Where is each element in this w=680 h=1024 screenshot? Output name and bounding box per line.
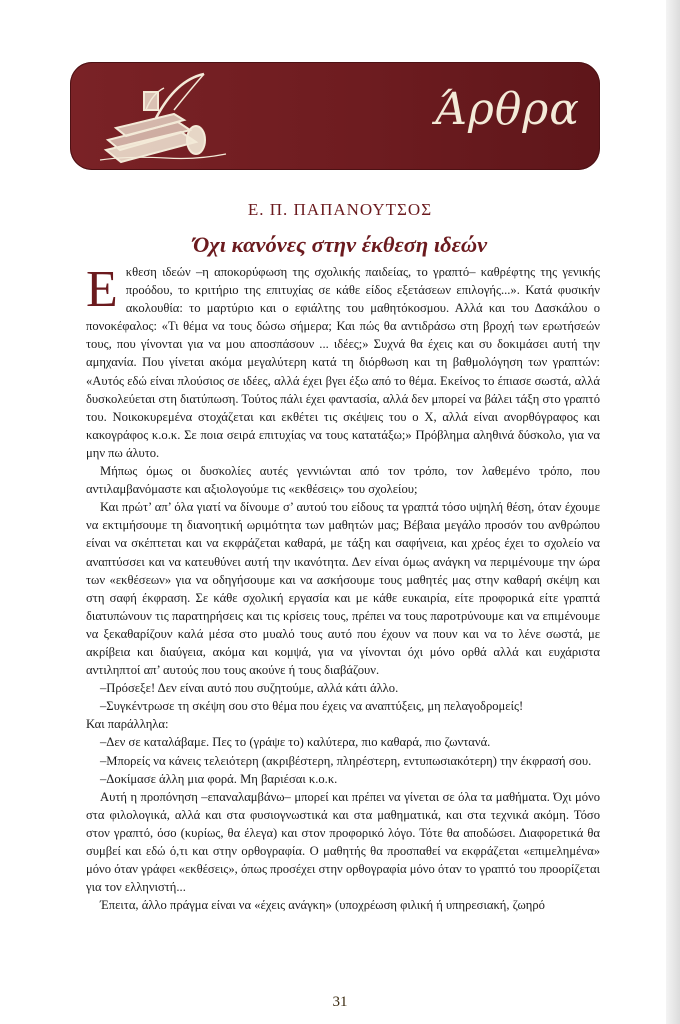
paragraph-1-text: κθεση ιδεών –η αποκορύφωση της σχολικής παιδείας, το γραπτό– καθρέφτης της γενικής προόδου, το κριτήριο της επιτυχίας σε κάθε είδος εξετάσεων επιλογής...». Κατά φυσικήν ακολουθία: το μαρτύριο και ο εφιάλτης του μαθητόκοσμου. Αλλά και του Δασκάλου ο πονοκέφαλος: «Τι θέμα να τους δώσω σήμερα; Και πώς θα αντιδράσω στη βροχή των ερωτήσεών τους, που γίνονται για να μου αποσπάσουν ... ιδέες;» Συχνά θα έχεις και συ δοκιμάσει αυτή την αμηχανία. Που γίνεται ακόμα μεγαλύτερη κατά τη διόρθωση και τη βαθμολόγηση των γραπτών: «Αυτός εδώ είναι πλούσιος σε ιδέες, αλλά έχει βγει έξω από το θέμα. Εκείνος το έπιασε σωστά, αλλά δυσκολεύεται στη διατύπωση. Τούτος πάλι έχει φαντασία, αλλά δεν μπορεί να βάλει τάξη στο γραπτό του. Νοικοκυρεμένα στοχάζεται και εκθέτει τις σκέψεις του ο Χ, αλλά είναι ανορθόγραφος και κακογράφος κ.ο.κ. Σε ποια σειρά επιτυχίας να τους κατατάξω;» Πρόβλημα αληθινά δύσκολο, για να μην πω άλυτο.	[86, 265, 600, 460]
dialogue-line-3: –Δεν σε καταλάβαμε. Πες το (γράψε το) καλύτερα, πιο καθαρά, πιο ζωντανά.	[100, 735, 491, 750]
dialogue-line-4: –Μπορείς να κάνεις τελειότερη (ακριβέστερη, πληρέστερη, εντυπωσιακότερη) την έκφρασή σου.	[100, 753, 592, 768]
dialogue-line-1: –Πρόσεξε! Δεν είναι αυτό που συζητούμε, αλλά κάτι άλλο.	[100, 681, 399, 696]
paragraph-3: Και πρώτ’ απ’ όλα γιατί να δίνουμε σ’ αυτού του είδους τα γραπτά τόσο υψηλή θέση, όταν έχουμε να εκτιμήσουμε τη διανοητική ωριμότητα των μαθητών μας; Βέβαια μεγάλο προσόν του ανθρώπου είναι να σκέπτεται και να εκφράζεται καθαρά, με τάξη και σαφήνεια, και χρέος έχει το σχολείο να αναπτύσσει και να κατευθύνει αυτή την ικανότητα. Δεν είναι όμως ανάγκη να περιμένουμε την ώρα των «εκθέσεων» για να οδηγήσουμε και να ασκήσουμε τους μαθητές μας στην καθαρή σκέψη και στη σαφή έκφραση. Σε κάθε σχολική εργασία και με κάθε ευκαιρία, είτε προφορικά είτε γραπτά διατυπώνουν τις παρατηρήσεις και τις κρίσεις τους, πρέπει να τους παροτρύνουμε και να επιμένουμε να ξεκαθαρίζουν καλά μέσα στο μυαλό τους αυτό που έχουν να πουν και να το λένε σωστά, με ακρίβεια και διαύγεια, ακόμα και κομψά, για να γίνονται όχι μόνο ορθά αλλά και ευχάριστα αντιληπτοί απ’ αυτούς που τους ακούνε ή τους διαβάζουν.	[86, 500, 600, 678]
article-title: Όχι κανόνες στην έκθεση ιδεών	[192, 232, 488, 257]
dialogue-intro: Και παράλληλα:	[86, 717, 169, 732]
page-edge-shadow	[666, 0, 680, 1024]
paragraph-5: Έπειτα, άλλο πράγμα είναι να «έχεις ανάγκη» (υποχρέωση φιλική ή υπηρεσιακή, ζωηρό	[100, 898, 545, 913]
dialogue-line-2: –Συγκέντρωσε τη σκέψη σου στο θέμα που έχεις να αναπτύξεις, μη πελαγοδρομείς!	[100, 699, 524, 714]
article-author: Ε. Π. ΠΑΠΑΝΟΥΤΣΟΣ	[247, 200, 433, 219]
section-title: Άρθρα	[435, 84, 580, 135]
dropcap-letter: Ε	[86, 261, 118, 318]
books-quill-illustration-icon	[86, 70, 246, 170]
page-number: 31	[332, 994, 348, 1010]
dialogue-line-5: –Δοκίμασε άλλη μια φορά. Μη βαριέσαι κ.ο.κ.	[100, 771, 338, 786]
paragraph-2: Μήπως όμως οι δυσκολίες αυτές γεννιώνται από τον τρόπο, τον λαθεμένο τρόπο, που αντιλαμβανόμαστε και αξιολογούμε τις «εκθέσεις» του σχολείου;	[86, 464, 600, 497]
paragraph-1	[86, 263, 600, 462]
article-body	[86, 263, 600, 914]
paragraph-4: Αυτή η προπόνηση –επαναλαμβάνω– μπορεί και πρέπει να γίνεται σε όλα τα μαθήματα. Όχι μόνο στα φιλολογικά, αλλά και στα φυσιογνωστικά και στα μαθηματικά, και στα τεχνικά ακόμη. Τόσο στον γραπτό, όσο (κυρίως, θα έλεγα) και στον προφορικό λόγο. Τότε θα αποδώσει. Διαφορετικά θα συμβεί και εδώ ό,τι και στην ορθογραφία. Ο μαθητής θα προσπαθεί να εκφράζεται «επιμελημένα» μόνο όταν γράφει «εκθέσεις», όπως προσέχει στην ορθογραφία μόνο όταν το γραπτό του προορίζεται για τον ελληνιστή...	[86, 789, 600, 895]
